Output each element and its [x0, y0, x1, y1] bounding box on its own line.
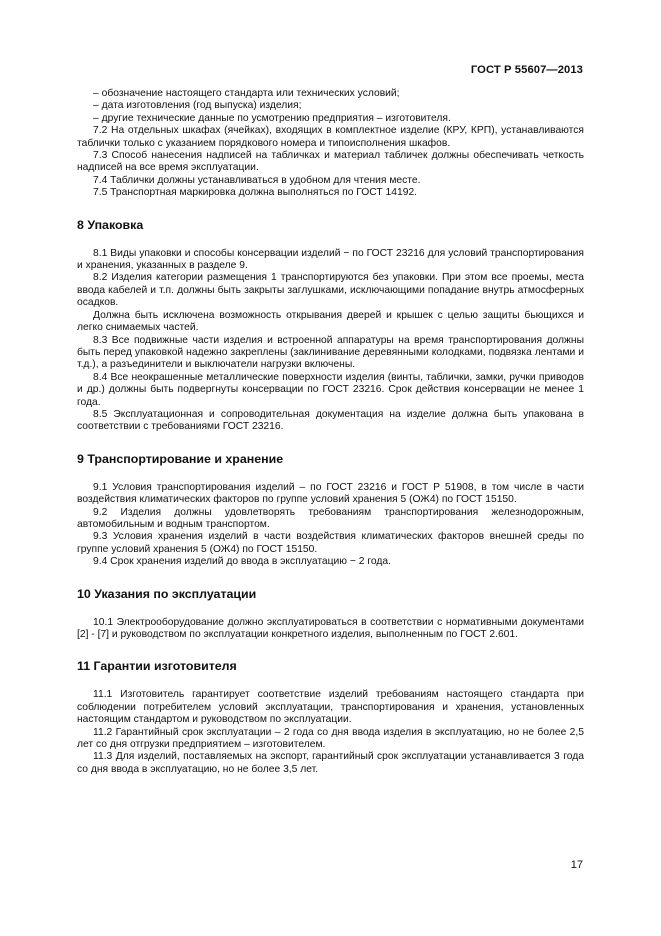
list-item: – обозначение настоящего стандарта или технических условий;	[93, 88, 400, 99]
paragraph-8-2-cont: Должна быть исключена возможность открывания дверей и крышек с целью защиты бьющихся и легко снимаемых частей.	[77, 309, 584, 334]
section-heading-11: 11 Гарантии изготовителя	[77, 659, 237, 674]
paragraph-8-4: 8.4 Все неокрашенные металлические поверхности изделия (винты, таблички, замки, ручки приводов и др.) должны быть подвергнуты консервации по ГОСТ 23216. Срок действия консервации не менее 1 года.	[77, 371, 584, 408]
document-header: ГОСТ Р 55607—2013	[470, 64, 583, 76]
paragraph-8-3: 8.3 Все подвижные части изделия и встроенной аппаратуры на время транспортирования должны быть перед упаковкой надежно закреплены (заклинивание деревянными колодками, подвязка лентами и т.д.), а разъединители и выключатели нагрузки включены.	[77, 334, 584, 371]
list-item: – дата изготовления (год выпуска) изделия;	[93, 100, 302, 112]
paragraph-7-3: 7.3 Способ нанесения надписей на табличках и материал табличек должны обеспечивать четкость надписей на все время эксплуатации.	[77, 150, 584, 174]
paragraph-9-3: 9.3 Условия хранения изделий в части воздействия климатических факторов внешней среды по группе условий хранения 5 (ОЖ4) по ГОСТ 15150.	[77, 531, 584, 555]
paragraph-9-4: 9.4 Срок хранения изделий до ввода в эксплуатацию − 2 года.	[93, 556, 391, 568]
paragraph-7-2: 7.2 На отдельных шкафах (ячейках), входящих в комплектное изделие (КРУ, КРП), устанавливаются таблички только с указанием порядкового номера и типоисполнения шкафов.	[77, 125, 584, 149]
section-heading-8: 8 Упаковка	[77, 217, 144, 232]
section-heading-9: 9 Транспортирование и хранение	[77, 451, 284, 466]
paragraph-11-3: 11.3 Для изделий, поставляемых на экспорт, гарантийный срок эксплуатации устанавливается 3 года со дня ввода в эксплуатацию, но не более 3,5 лет.	[77, 751, 584, 775]
section-heading-10: 10 Указания по эксплуатации	[77, 586, 257, 601]
paragraph-9-1: 9.1 Условия транспортирования изделий – по ГОСТ 23216 и ГОСТ Р 51908, в том числе в части воздействия климатических факторов по группе условий хранения 5 (ОЖ4) по ГОСТ 15150.	[77, 481, 584, 506]
list-item: – другие технические данные по усмотрению предприятия – изготовителя.	[93, 112, 451, 124]
document-body	[77, 88, 584, 776]
paragraph-8-2: 8.2 Изделия категории размещения 1 транспортируются без упаковки. При этом все проемы, места ввода кабелей и т.п. должны быть закрыты заглушками, исключающими попадание внутрь атмосферных осадков.	[77, 272, 584, 309]
paragraph-7-5: 7.5 Транспортная маркировка должна выполняться по ГОСТ 14192.	[93, 187, 418, 199]
paragraph-11-2: 11.2 Гарантийный срок эксплуатации – 2 года со дня ввода изделия в эксплуатацию, но не более 2,5 лет со дня отгрузки предприятием – изготовителем.	[77, 726, 584, 751]
paragraph-8-5: 8.5 Эксплуатационная и сопроводительная документация на изделие должна быть упакована в соответствии с требованиями ГОСТ 23216.	[77, 408, 584, 433]
paragraph-10-1: 10.1 Электрооборудование должно эксплуатироваться в соответствии с нормативными документами [2] - [7] и руководством по эксплуатации конкретного изделия, выполненным по ГОСТ 2.601.	[77, 616, 584, 640]
paragraph-8-1: 8.1 Виды упаковки и способы консервации изделий − по ГОСТ 23216 для условий транспортирования и хранения, указанных в разделе 9.	[77, 247, 584, 272]
paragraph-9-2: 9.2 Изделия должны удовлетворять требованиям транспортирования железнодорожным, автомобильным и водным транспортом.	[77, 506, 584, 530]
page-number: 17	[570, 859, 583, 871]
paragraph-7-4: 7.4 Таблички должны устанавливаться в удобном для чтения месте.	[93, 174, 421, 186]
paragraph-11-1: 11.1 Изготовитель гарантирует соответствие изделий требованиям настоящего стандарта при соблюдении потребителем условий эксплуатации, транспортирования и хранения, установленных настоящим стандартом и руководством по эксплуатации.	[77, 689, 584, 726]
